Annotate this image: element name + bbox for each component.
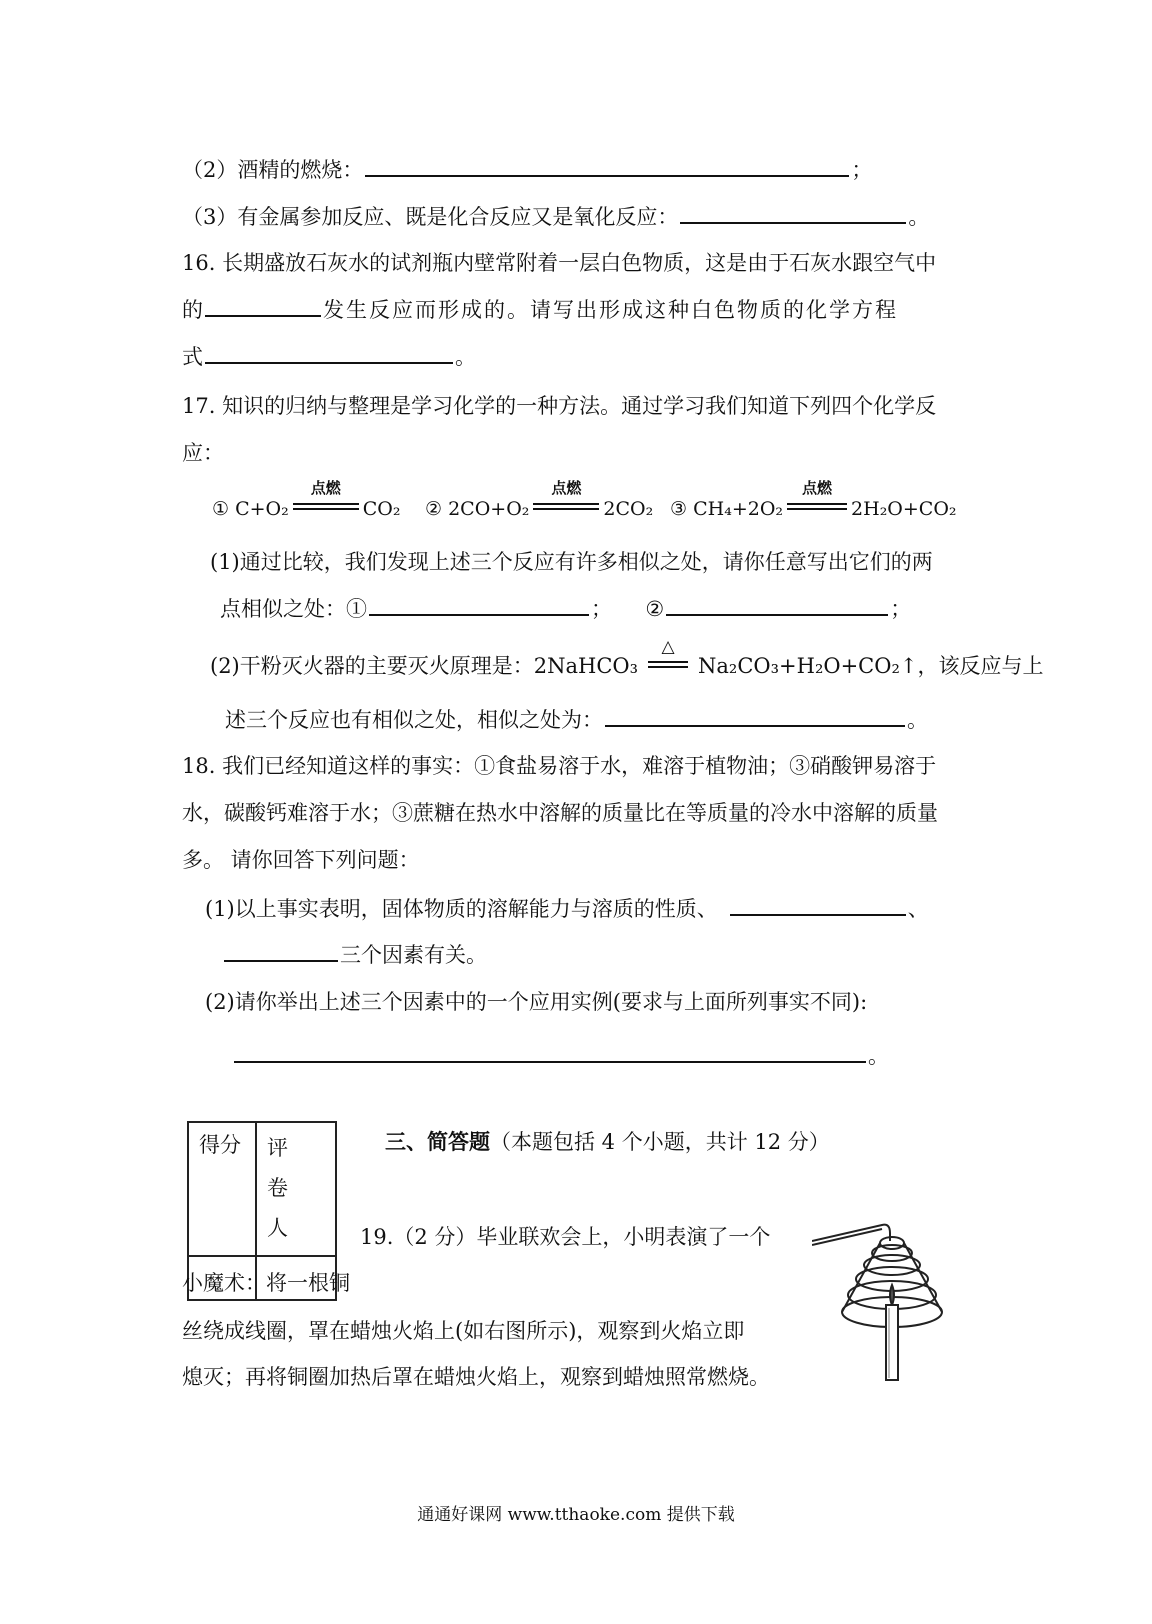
q19-line2: 小魔术：将一根铜 <box>182 1271 350 1295</box>
reaction-1-arrow <box>293 479 359 515</box>
answer-blank[interactable] <box>666 613 888 616</box>
copper-coil-candle-image <box>812 1195 962 1385</box>
decomposition-arrow <box>648 637 688 673</box>
grader-label-1: 评 卷 <box>267 1136 309 1200</box>
q17-sub2-prefix: (2)干粉灭火器的主要灭火原理是：2NaHCO₃ <box>210 654 639 678</box>
q18-line1: 18. 我们已经知道这样的事实：①食盐易溶于水，难溶于植物油；③硝酸钾易溶于 <box>182 754 937 778</box>
reaction-2 <box>425 479 654 520</box>
q16-line2-prefix: 的 <box>182 298 203 322</box>
reaction-3-condition: 点燃 <box>802 479 833 497</box>
q17-line2: 应： <box>182 441 224 465</box>
q19-line3: 丝绕成线圈，罩在蜡烛火焰上(如右图所示)，观察到火焰立即 <box>182 1319 745 1343</box>
answer-blank[interactable] <box>205 314 321 317</box>
q15-item2-end: ； <box>851 158 873 182</box>
q16-line3-end: 。 <box>455 345 476 369</box>
reaction-2-number: ② <box>425 498 443 520</box>
reaction-1-condition: 点燃 <box>310 479 341 497</box>
answer-blank[interactable] <box>224 959 338 962</box>
answer-blank[interactable] <box>234 1060 866 1063</box>
q17-sub1-separator: ； <box>591 597 612 621</box>
q18-sub1-suffix: 三个因素有关。 <box>340 943 487 967</box>
q17-sub2-line1 <box>210 637 1044 678</box>
q15-item3-text: （3）有金属参加反应、既是化合反应又是氧化反应： <box>182 205 679 229</box>
q18-sub1-line2 <box>222 945 487 966</box>
section3-note: （本题包括 4 个小题，共计 12 分） <box>490 1130 830 1154</box>
reaction-2-reactants: 2CO+O₂ <box>448 498 530 520</box>
reaction-1-reactants: C+O₂ <box>235 498 289 520</box>
grader-label-2: 人 <box>267 1215 288 1240</box>
answer-blank[interactable] <box>605 724 905 727</box>
q15-item2 <box>182 160 872 181</box>
q18-sub2-answer <box>232 1046 889 1067</box>
reaction-1-products: CO₂ <box>362 498 401 520</box>
q17-sub1-prefix: 点相似之处：① <box>220 597 367 621</box>
q16-line3-prefix: 式 <box>182 345 203 369</box>
score-label: 得分 <box>199 1133 241 1157</box>
answer-blank[interactable] <box>205 361 453 364</box>
q18-sub1-line1 <box>205 899 929 920</box>
reaction-2-products: 2CO₂ <box>603 498 654 520</box>
score-label-cell <box>188 1122 256 1256</box>
q16-line2-suffix: 发生反应而形成的。请写出形成这种白色物质的化学方程 <box>323 298 898 322</box>
reaction-3-arrow <box>787 479 847 515</box>
q15-item3-end: 。 <box>908 205 930 229</box>
section3-heading <box>385 1131 830 1153</box>
q16-line2 <box>182 300 898 321</box>
reaction-3-reactants: CH₄+2O₂ <box>693 498 784 520</box>
q17-sub2-line2 <box>225 710 928 731</box>
answer-blank[interactable] <box>365 174 849 177</box>
q17-sub2-suffix: Na₂CO₃+H₂O+CO₂↑，该反应与上 <box>698 654 1044 678</box>
grader-label-cell <box>256 1122 336 1256</box>
q19-line4: 熄灭；再将铜圈加热后罩在蜡烛火焰上，观察到蜡烛照常燃烧。 <box>182 1365 770 1389</box>
q18-line2: 水，碳酸钙难溶于水；③蔗糖在热水中溶解的质量比在等质量的冷水中溶解的质量 <box>182 801 938 825</box>
q18-line3: 多。 请你回答下列问题： <box>182 848 420 872</box>
q18-sub2-end: 。 <box>868 1044 889 1068</box>
page-footer: 通通好课网 www.tthaoke.com 提供下载 <box>417 1505 735 1525</box>
q17-sub2-line2-prefix: 述三个反应也有相似之处，相似之处为： <box>225 708 603 732</box>
q18-sub1-separator: 、 <box>907 897 929 921</box>
q18-sub2: (2)请你举出上述三个因素中的一个应用实例(要求与上面所列事实不同): <box>205 990 868 1014</box>
reaction-1 <box>212 479 401 520</box>
reaction-2-arrow <box>533 479 599 515</box>
q16-line3 <box>182 347 476 368</box>
q17-sub2-end: 。 <box>907 708 928 732</box>
heat-condition: △ <box>661 637 675 657</box>
q19-line1: 19.（2 分）毕业联欢会上，小明表演了一个 <box>360 1225 771 1249</box>
q17-sub1-end: ； <box>890 597 912 621</box>
q15-item2-text: （2）酒精的燃烧： <box>182 158 364 182</box>
answer-blank[interactable] <box>369 613 589 616</box>
reaction-3-products: 2H₂O+CO₂ <box>851 498 957 520</box>
q18-sub1-prefix: (1)以上事实表明，固体物质的溶解能力与溶质的性质、 <box>205 897 718 921</box>
reaction-1-number: ① <box>212 498 230 520</box>
q17-sub1-line2 <box>220 599 911 620</box>
reaction-2-condition: 点燃 <box>551 479 582 497</box>
answer-blank[interactable] <box>730 913 906 916</box>
reaction-3 <box>670 479 957 520</box>
q17-sub1-line1: (1)通过比较，我们发现上述三个反应有许多相似之处，请你任意写出它们的两 <box>210 550 933 574</box>
q16-line1: 16. 长期盛放石灰水的试剂瓶内壁常附着一层白色物质，这是由于石灰水跟空气中 <box>182 251 937 275</box>
q17-sub1-circle2: ② <box>645 597 665 621</box>
section3-title: 三、简答题 <box>385 1129 490 1154</box>
reaction-3-number: ③ <box>670 498 688 520</box>
answer-blank[interactable] <box>680 221 906 224</box>
q17-line1: 17. 知识的归纳与整理是学习化学的一种方法。通过学习我们知道下列四个化学反 <box>182 394 937 418</box>
q15-item3 <box>182 207 929 228</box>
